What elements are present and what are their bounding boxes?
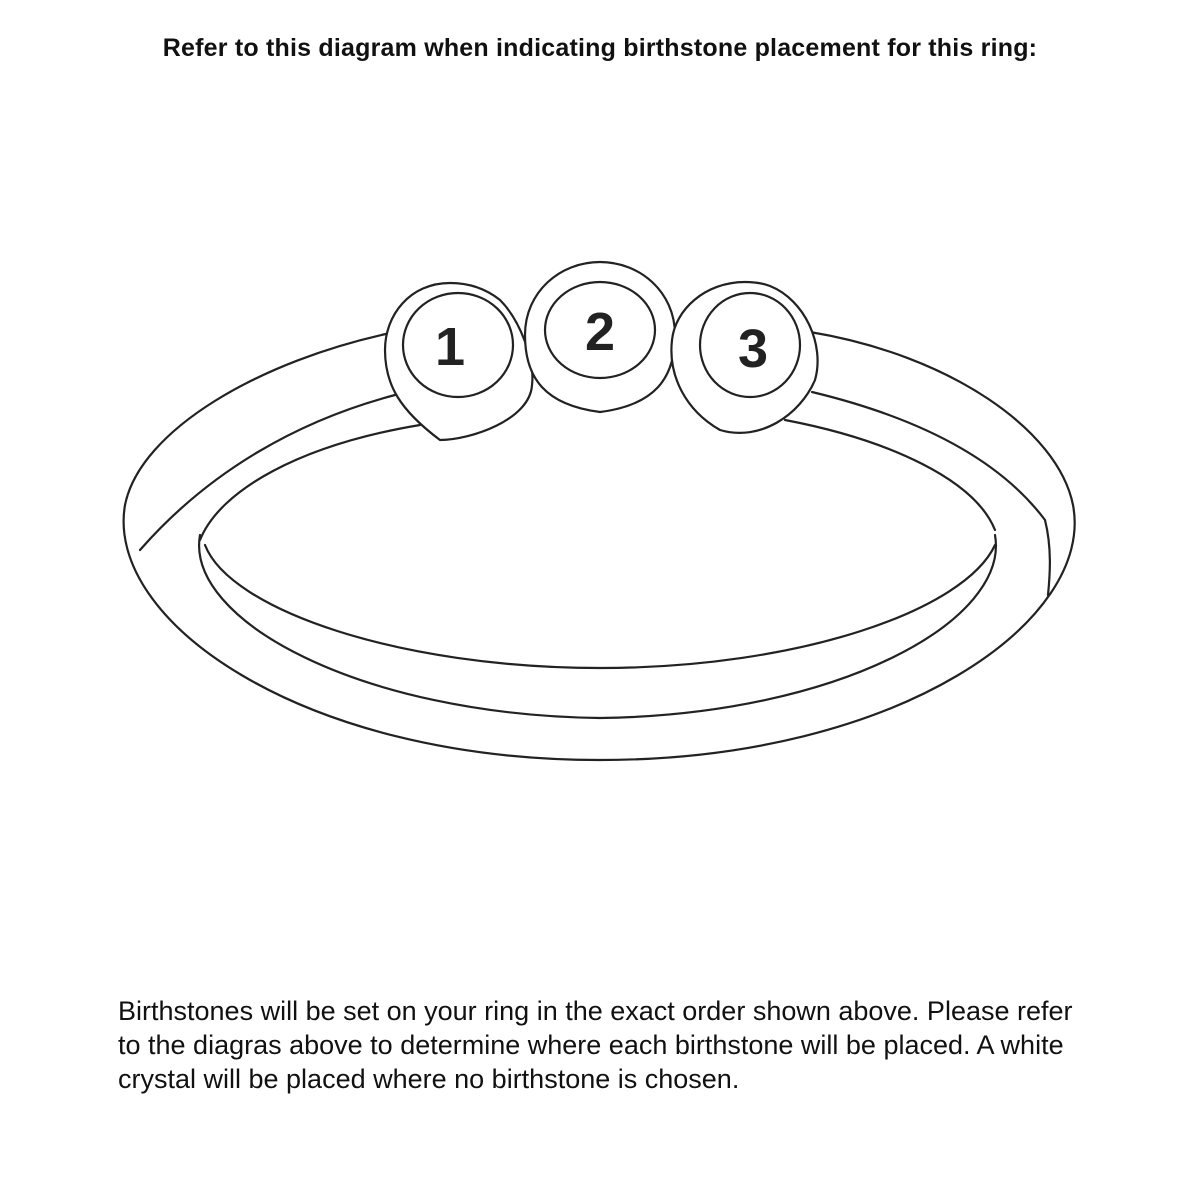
ring-band-inner-top-right: [812, 392, 1050, 595]
stone-1-number: 1: [434, 317, 466, 377]
ring-band-inner-top-left: [140, 395, 395, 550]
ring-band-inner-back-right: [785, 420, 995, 530]
diagram-heading: Refer to this diagram when indicating birthstone placement for this ring:: [162, 34, 1038, 62]
ring-band-inner-back: [200, 425, 420, 540]
stone-setting-1: [385, 283, 532, 440]
stone-3-number: 3: [737, 319, 769, 379]
placement-instructions: Birthstones will be set on your ring in the exact order shown above. Please refer to the diagras above to determine where each birthstone will be placed. A white crystal will be placed where no birthstone is chosen.: [118, 996, 1073, 1094]
stone-setting-2: [525, 262, 675, 412]
stone-setting-3: [671, 282, 817, 433]
stone-2-number: 2: [584, 302, 616, 362]
ring-band-inner-floor: [205, 545, 995, 668]
